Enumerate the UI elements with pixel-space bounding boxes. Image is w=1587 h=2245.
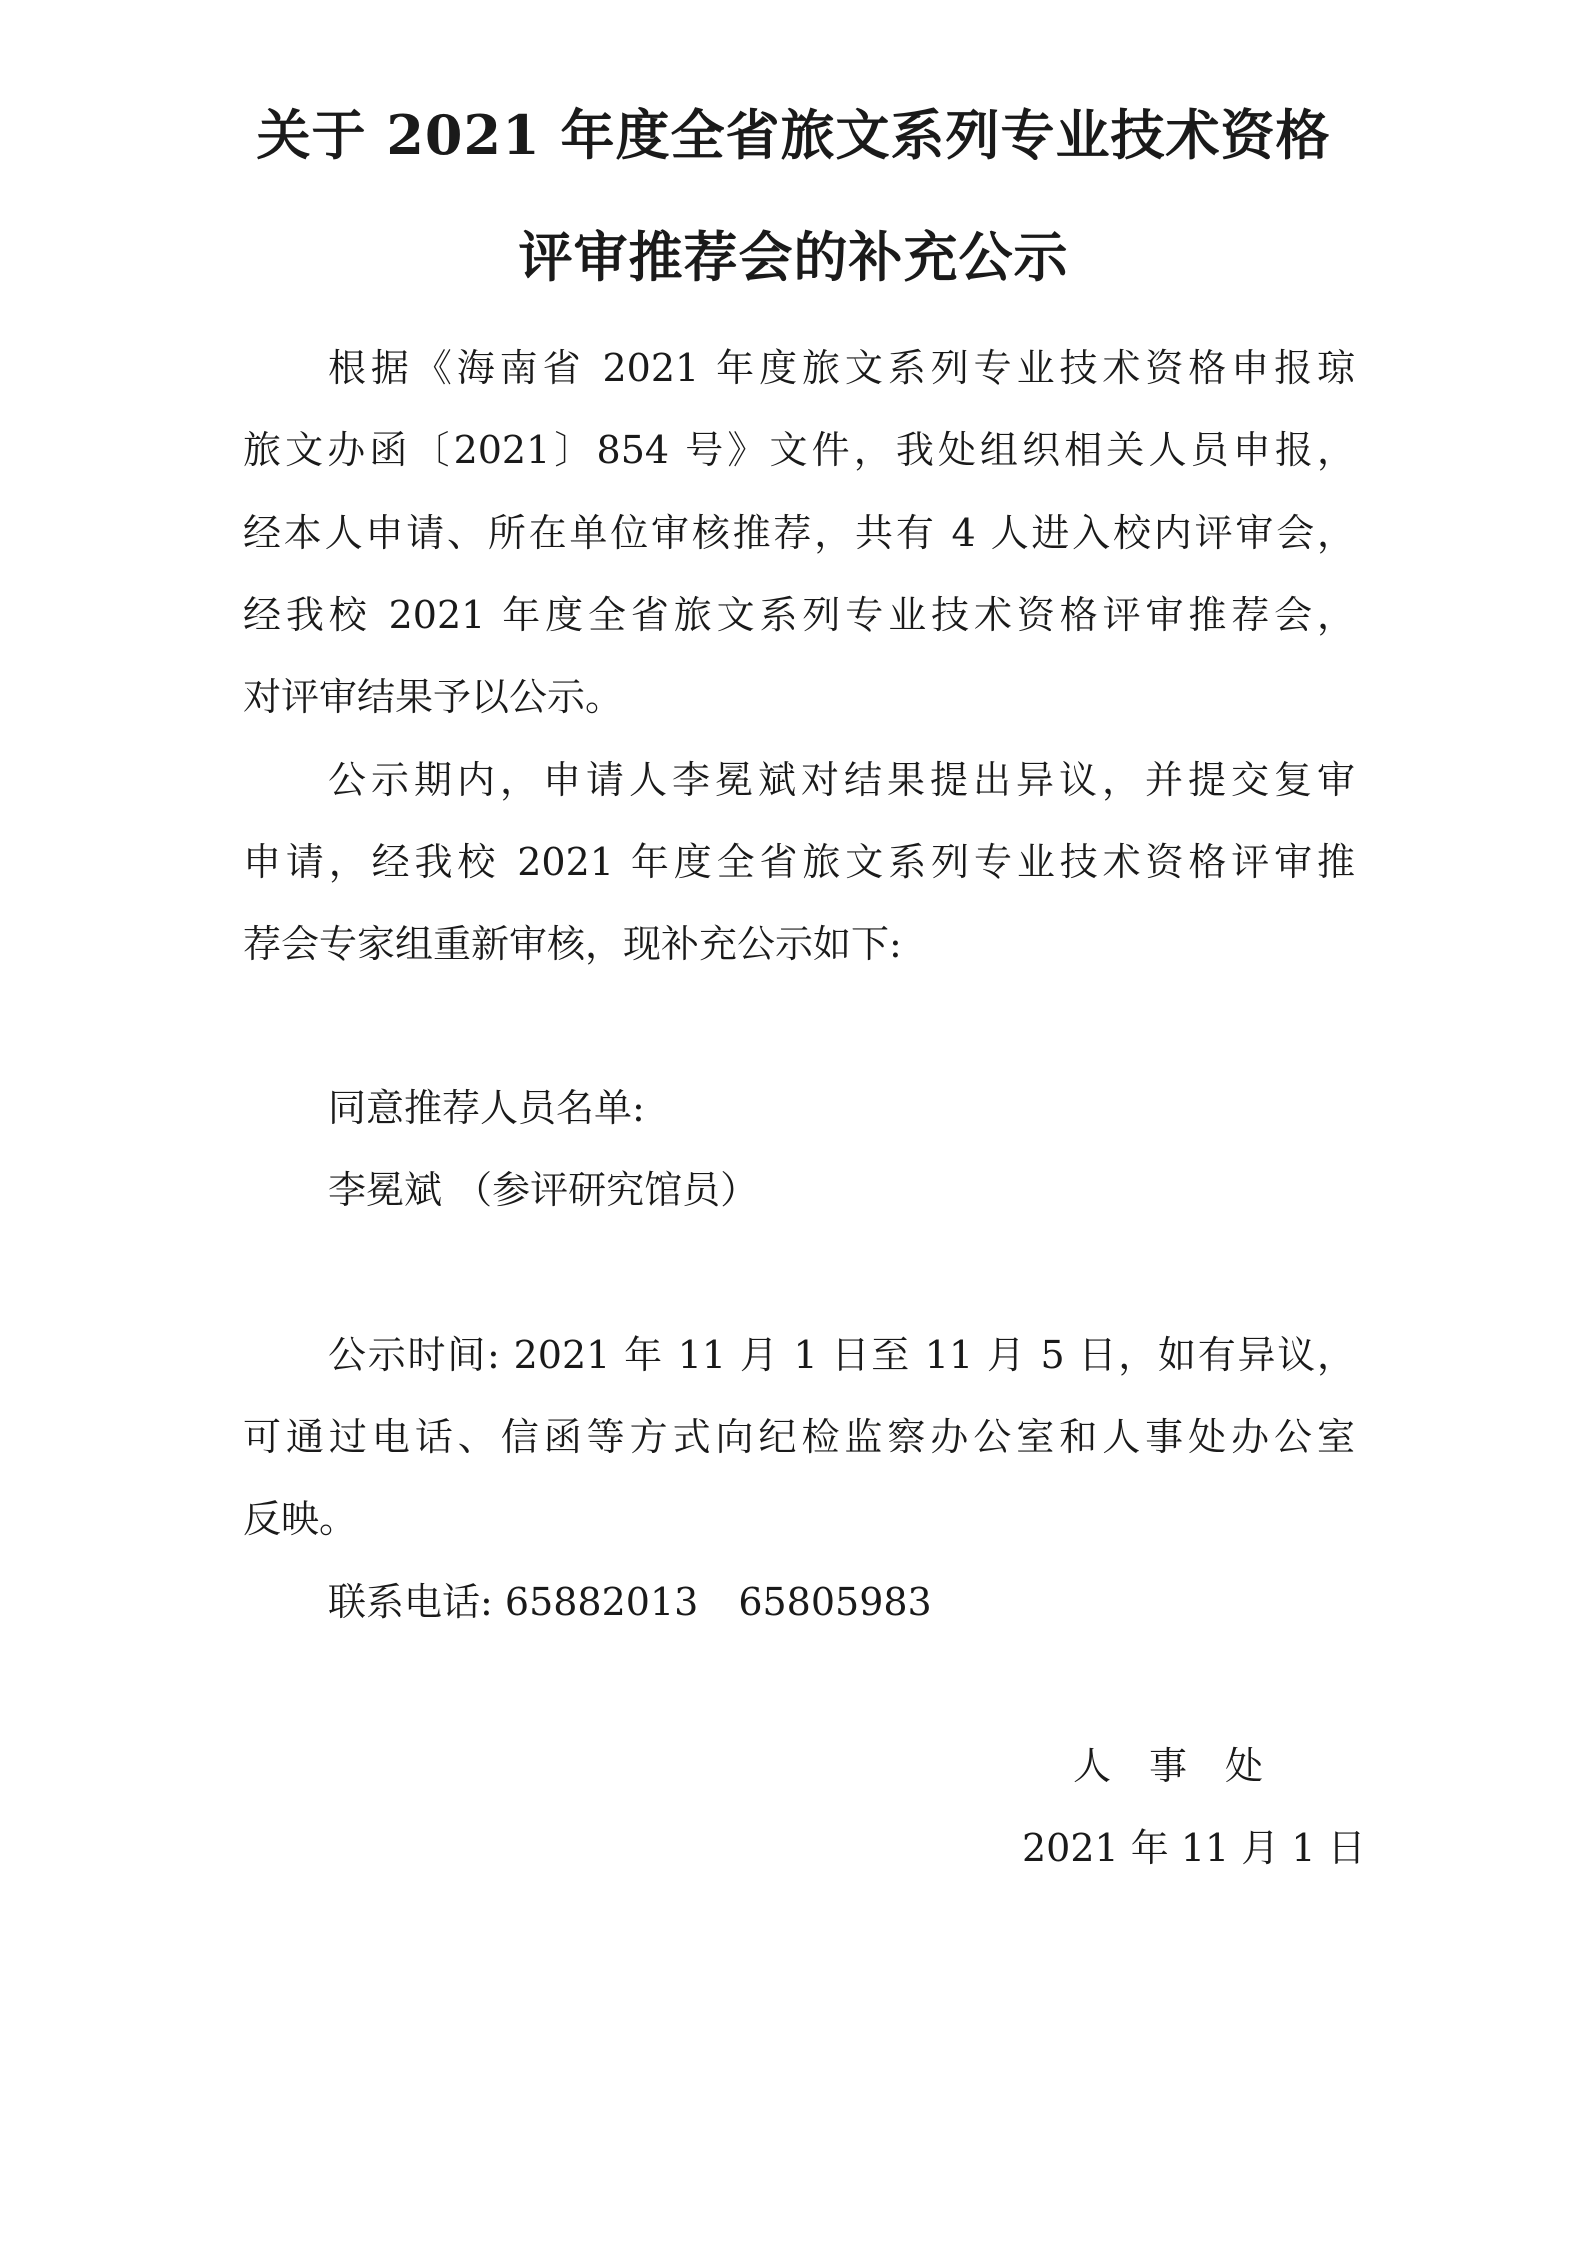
contact-phone-1: 65882013: [504, 1580, 699, 1624]
signature-department: 人 事 处: [1073, 1744, 1264, 1788]
document-title-line-1: 关于 2021 年度全省旅文系列专业技术资格: [256, 103, 1331, 167]
paragraph-1-line-1: 根据《海南省 2021 年度旅文系列专业技术资格申报琼: [328, 346, 1355, 390]
notice-line-2: 可通过电话、信函等方式向纪检监察办公室和人事处办公室: [243, 1415, 1355, 1459]
paragraph-1-line-5: 对评审结果予以公示。: [243, 675, 624, 719]
paragraph-1-line-3: 经本人申请、所在单位审核推荐，共有 4 人进入校内评审会，: [243, 511, 1355, 555]
contact-phone-2: 65805983: [738, 1580, 932, 1624]
notice-line-3: 反映。: [243, 1497, 358, 1541]
paragraph-1-line-4: 经我校 2021 年度全省旅文系列专业技术资格评审推荐会，: [243, 593, 1355, 637]
paragraph-2-line-3: 荐会专家组重新审核，现补充公示如下:: [243, 922, 902, 966]
paragraph-1-line-2: 旅文办函〔2021〕854 号》文件，我处组织相关人员申报，: [243, 428, 1355, 472]
contact-line: [328, 1572, 932, 1632]
paragraph-2-line-1: 公示期内，申请人李冕斌对结果提出异议，并提交复审: [328, 758, 1355, 802]
notice-line-1: 公示时间: 2021 年 11 月 1 日至 11 月 5 日，如有异议，: [328, 1333, 1355, 1377]
list-heading: 同意推荐人员名单:: [328, 1086, 645, 1130]
document-title-line-2: 评审推荐会的补充公示: [518, 225, 1069, 289]
list-item: 李冕斌 （参评研究馆员）: [328, 1168, 759, 1212]
signature-date: 2021 年 11 月 1 日: [1022, 1826, 1366, 1870]
paragraph-2-line-2: 申请，经我校 2021 年度全省旅文系列专业技术资格评审推: [243, 840, 1355, 884]
contact-label: 联系电话:: [328, 1580, 505, 1624]
